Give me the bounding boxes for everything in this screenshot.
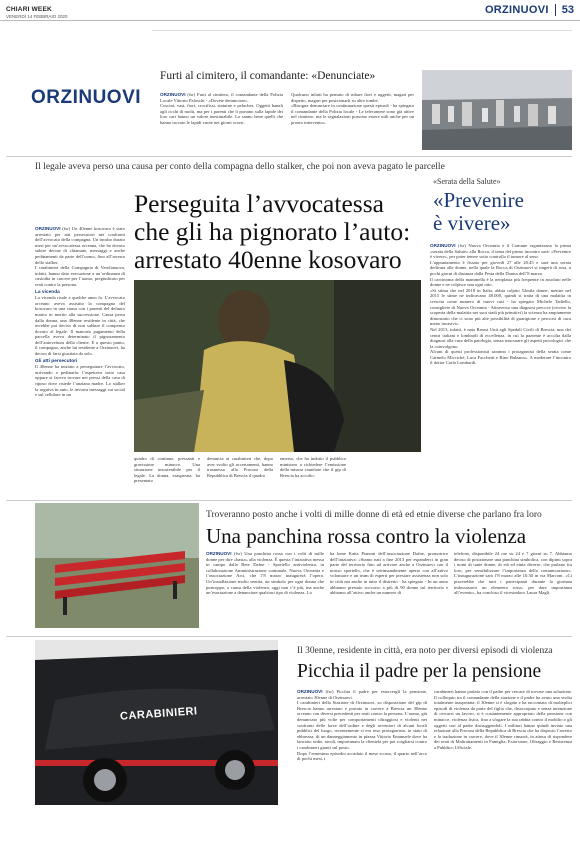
article2-col1-text2: La vicenda risale a qualche anno fa. L’avvocato orceano aveva assistito la compagna del kosovaro in una causa con i parenti del defunto marito in merito alla successione. Causa persa dalla donna, una 48enne residente in città, che avrebbe poi deciso di non saldare il compenso dovuto al legale. Il mancato pagamento della parcella aveva determinato il pignoramento dell’autovettura della cliente. E a questo punto, il compagno, anche lui residente a Orzinuovi, ha deciso di farsi giustizia da solo. [35,295,125,357]
article1-col1-text: (fsr) Furti al cimitero, il comandante della Polizia Locale Vittorio Paloschi - «Dovete denunciare». Coscini, vasi, fiori, crocifissi, statuine e peluches. Oggetti banali agli occhi di molti, ma per i parenti che li portano sulla lapide dei loro cari hanno un valore inestimabile. Lo sanno bene quelli che hanno trovato le lapidi vuote nei giorni scorsi. [160,92,283,125]
article4-title: Una panchina rossa contro la violenza [206,524,527,548]
article3-title-line2: è vivere» [433,211,511,235]
masthead-section: ORZINUOVI [484,4,549,16]
article5-title: Picchia il padre per la pensione [297,661,542,682]
section-label: ORZINUOVI [30,87,142,108]
article3-loc: ORZINUOVI [430,243,456,248]
divider-3 [6,636,572,637]
article5-col1-text: (fsr) Picchia il padre per estorcergli la pensione, arrestato 30enne di Orzinuovi. I carabinieri della Stazione di Orzinuovi, su disposizione del gip di Brescia hanno arrestato e portato in carcere a Brescia un 30enne orceano con diversi precedenti per reati contro la persona. L’uomo, già denunciato più volte per comportamenti oltraggiosi e violenti nei confronti delle forze dell’ordine e degli avventori di alcuni locali pubblici del luogo, recentemente si era reso protagonista, in stato di ebbrezza, di un danneggiamento in piazza Vittorio Emanuele dove ha lanciato sedie, tavoli, importunato la clientela per poi scagliarsi contro i carabinieri giunti sul posto. Dopo l’ennesimo episodio accaduto il mese scorso, il quarto nell’arco di pochi mesi, i [297,689,427,762]
article2-title-line2: che gli ha pignorato l’auto: [134,217,411,246]
article2-title-line1: Perseguita l’avvocatessa [134,189,384,218]
article4-kicker: Troveranno posto anche i volti di mille donne di età ed etnie diverse che parlano fra loro [206,510,542,520]
article2-title [134,190,410,274]
masthead-right [485,4,574,16]
car-illustration [35,640,278,805]
article4-col1-text: (fsr) Una panchina rossa con i volti di mille donne per dire «basta» alla violenza. È questa l’iniziativa messa in campo dalla Rete Dafne - Sportello antiviolenza, in collaborazione Amministrazione comunale, Nuova Orceania e l’associazione Arci, che l’8 marzo inaugurerà l’opera. Un’installazione molto sentita, un simbolo per ogni donna che purtroppo, a causa della violenza, oggi non c’è più, ma anche un’esortazione a denunciare qualsiasi tipo di violenza. Lo [206,551,324,596]
article2-col1-text3: Il 40enne ha iniziato a perseguitare l’avvocato, arrivando a pedinarla: l’aspettava sotto casa oppure si faceva trovare nei pressi della casa di riposo dove risiede l’anziana madre. Lo stalker la seguiva in auto, le inviava messaggi sui social e sul cellulare in un [35,364,125,398]
article4-col2: ha bene Katia Pianoni dell’associazione Dafne, promotrice dell’iniziativa: «Siamo nati a fine 2013 per espanderci in gran parte del territorio fino ad arrivare anche a Orzinuovi con il nostro sportello, che è settimanalmente aperto con all’attivo volontarie e un team di esperti per prestare assistenza non solo in città ma anche in tutto il distretto - ha spiegato - In un anno abbiamo prestato soccorso a più di 90 donne sul territorio e abbiamo all’attivo anche un numero di [330,551,448,596]
carabinieri-car-photo [35,640,278,805]
article3-title-line1: «Prevenire [433,188,524,212]
article3-kicker: «Serata della Salute» [433,177,501,186]
article2-col4: emerso, che ha indotto il pubblico ministero a richiedere l’emissione della misura cautelare che il gip di Brescia ha accolto. [280,456,346,478]
article5-loc: ORZINUOVI [297,689,323,694]
article1-loc: ORZINUOVI [160,92,186,97]
masthead-separator [555,4,556,16]
article4-col3: telefono, disponibile 24 ore su 24 e 7 giorni su 7. Abbiamo deciso di posizionare una panchina simbolica, con dipinti sopra i nomi di tante donne, di età ed etnia diverse, che parlano fra loro, per sensibilizzare l’importanza della comunicazione». L’inaugurazione sarà l’8 marzo alle 10.30 in via Marconi. «Ci piacerebbe che tutti i partecipanti durante la giornata indossassero un elemento rosso, per dare importanza all’evento», ha concluso il vicesindaco Laura Magli. [454,551,572,596]
section-label-box [26,48,146,148]
article2-subhead-2: Gli atti persecutori [35,358,78,364]
article3-text: (fsr) Nuova Orceania e il Comune organizzano la prima «serata della Salute» alla Rocca, il tema del primo incontro sarà: «Prevenire è vivere», per poter tenere sotto controllo il tumore al seno. L’appuntamento è fissato per giovedì 27 alle 20.45 e sarà una serata dedicata alle donne, nella quale la Rocca di Orzinuovi si tingerà di rosa, a pochi giorni di distanza dalla Festa della Donna dell’8 marzo. Il carcinoma della mammella è la neoplasia più frequente in assoluto nelle donne e ne colpisce una ogni otto. «Si stima che nel 2018 in Italia, abbia colpito 52mila donne, mentre nel 2015 le stime ne indicavano 48.000, quindi si tratta di una malattia in crescita come numero di nuovi casi - ha spiegato Michele Tadiello, consigliere di Nuova Orceania - Attraverso una diagnosi precoce (ovvero la scoperta della malattia nei suoi stadi più primitivi) la scienza ha ampiamente dimostrato che ci sono più alte possibilità di guarigione e percorsi di cura meno invasivi». Nel 2013, infatti, è nata Breast Unit agli Spedali Civili di Brescia, uno dei centri italiani e lombardi di eccellenza, in cui la paziente è accolta dalla diagnosi alla cura della patologia, senza trascurare gli aspetti psicologici che la coinvolgono. Alcuni di questi professionisti saranno i protagonisti della serata come Carmelo Micciché, Luca Facchetti e Rino Balzano». A moderare l’incontro il dottor Carlo Lombardi. [430,243,571,366]
article5-col1 [297,689,427,762]
article3-body [430,243,571,366]
article1-col2: Qualcuno infatti ha pensato di rubare fiori e oggetti, magari per dispetto, magari per posizionarli su altre tombe. «Bisogna denunciare in continuazione questi episodi - ha spiegato il comandante della Polizia locale - Le telecamere sono già attive nel cimitero, ma le segnalazioni possono essere utili anche per un pronto intervento». [291,92,414,125]
article5-col2: carabinieri hanno parlato con il padre per cercare di trovare una soluzione. Il colloquio tra il comandante della stazione e il padre ha avuto una svolta totalmente inaspettata: il 30enne si è sfogato e ha raccontato di molteplici episodi di violenza da parte del figlio che, disoccupato e senza intenzione di cercarsi un lavoro, si è costantemente appropriato della pensione con minacce, violenza fisica, fino a sfogare la sua rabbia contro il mobilio o gli oggetti cari al padre distruggendoli. I militari hanno quindi inviato una relazione alla Procura della Repubblica di Brescia che ha disposto l’arresto e la traduzione in carcere, dove il 30enne rimarrà, in attesa di rispondere dei reati di Maltrattamenti in Famiglia, Estorsione, Oltraggio e Resistenza a Pubblico Ufficiale. [434,689,572,750]
article4-col1 [206,551,324,596]
divider-1 [6,156,572,157]
woman-photo [134,280,421,452]
issue-date: VENERDÌ 14 FEBBRAIO 2020 [6,14,68,19]
bench-photo [35,503,199,628]
article4-loc: ORZINUOVI [206,551,232,556]
article2-col3: denuncia ai carabinieri che, dopo aver svolto gli accertamenti, hanno trasmesso alla Procura della Repubblica di Brescia il quadro [207,456,273,478]
woman-illustration [134,280,421,452]
article3-title [433,189,524,235]
article1-col1 [160,92,283,126]
red-bench-illustration [35,503,199,628]
article5-kicker: Il 30enne, residente in città, era noto per diversi episodi di violenza [297,646,553,656]
masthead-left [6,6,68,19]
newspaper-brand: CHIARI WEEK [6,6,52,13]
cemetery-photo [422,70,572,150]
article1-title: Furti al cimitero, il comandante: «Denunciate» [160,70,376,82]
page-number: 53 [561,4,574,16]
cemetery-illustration [422,70,572,150]
article2-kicker: Il legale aveva perso una causa per conto della compagna dello stalker, che poi non aveva pagato le parcelle [35,162,445,172]
article1-top-rule [152,30,572,31]
article2-col2: quadro di continue, pressanti e gravissime minacce. Una situazione insostenibile per il legale. La donna, esasperata, ha presentato [134,456,200,484]
car-lettering: CARABINIERI [119,705,198,723]
article2-loc: ORZINUOVI [35,226,61,231]
article2-title-line3: arrestato 40enne kosovaro [134,245,402,274]
divider-2 [6,500,572,501]
article2-subhead-1: La vicenda [35,289,60,295]
article2-col1-text: (fsr) Un 40enne kosovaro è stato arrestato per atti persecutori nei confronti dell’avvocato della compagna. Un incubo durato mesi per un’avvocatessa orceana, che ha dovuto subire decine di chiamate, messaggi e anche pedinamenti da parte dell’uomo, fino all’arresto dello stalker. I carabinieri della Compagnia di Verolanuova, infatti, hanno dato esecuzione a un’ordinanza di custodia in carcere per l’uomo, pregiudicato per reati contro la persona. [35,226,125,287]
article2-col1 [35,226,125,398]
top-rule [0,20,580,21]
